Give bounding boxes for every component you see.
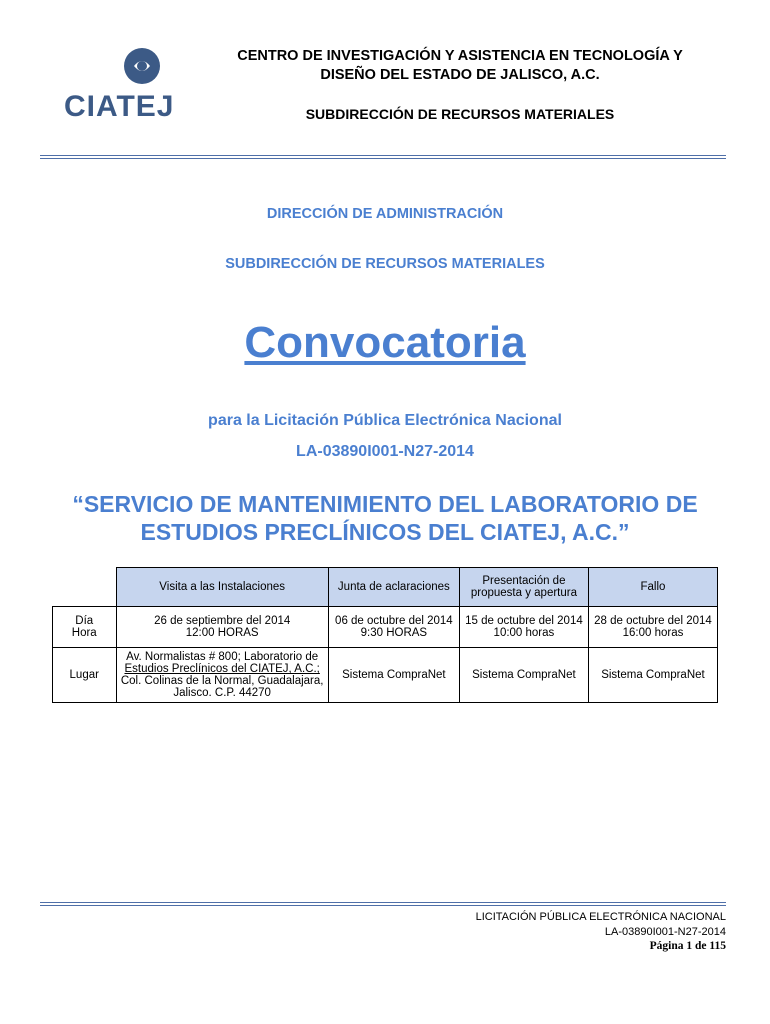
column-header: Visita a las Instalaciones — [116, 568, 328, 607]
opening-time: 10:00 horas — [493, 627, 555, 639]
visit-place-line: Av. Normalistas # 800; Laboratorio de — [126, 651, 319, 663]
schedule-corner — [53, 568, 117, 607]
ciatej-logo-icon — [60, 40, 176, 124]
direction-heading: DIRECCIÓN DE ADMINISTRACIÓN — [266, 206, 504, 222]
footer-tender-code: LA-03890I001-N27-2014 — [604, 926, 726, 938]
clarification-time: 9:30 HORAS — [360, 627, 428, 639]
page-total: 115 — [709, 940, 726, 952]
header-department: SUBDIRECCIÓN DE RECURSOS MATERIALES — [305, 106, 615, 122]
row-label-date-time — [53, 607, 117, 648]
subdirection-heading: SUBDIRECCIÓN DE RECURSOS MATERIALES — [225, 256, 545, 272]
opening-datetime — [459, 607, 588, 648]
page-label: Página — [649, 940, 684, 952]
verdict-datetime — [588, 607, 717, 648]
column-header: Presentación de propuesta y apertura — [459, 568, 588, 607]
visit-place — [116, 648, 328, 703]
visit-place-line: Estudios Preclínicos del CIATEJ, A.C.; — [124, 663, 320, 675]
schedule-header-row — [53, 568, 718, 607]
row-label-place: Lugar — [53, 648, 117, 703]
visit-time: 12:00 HORAS — [185, 627, 259, 639]
document-title: Convocatoria — [244, 318, 526, 367]
institution-line-2: DISEÑO DEL ESTADO DE JALISCO, A.C. — [320, 67, 600, 83]
footer-tender-type: LICITACIÓN PÚBLICA ELECTRÓNICA NACIONAL — [475, 911, 726, 923]
page-of: de — [695, 940, 707, 952]
opening-place: Sistema CompraNet — [459, 648, 588, 703]
verdict-place: Sistema CompraNet — [588, 648, 717, 703]
table-row — [53, 648, 718, 703]
visit-place-line: Jalisco. C.P. 44270 — [173, 687, 271, 699]
service-title-line-2: ESTUDIOS PRECLÍNICOS DEL CIATEJ, A.C.” — [140, 519, 630, 545]
header-divider — [40, 155, 726, 160]
column-header: Fallo — [588, 568, 717, 607]
svg-text:CIATEJ: CIATEJ — [64, 90, 175, 123]
service-title — [0, 490, 770, 546]
clarification-place: Sistema CompraNet — [328, 648, 459, 703]
column-header: Junta de aclaraciones — [328, 568, 459, 607]
page-number — [650, 940, 726, 952]
schedule-table — [52, 567, 718, 703]
clarification-datetime — [328, 607, 459, 648]
ciatej-logo — [60, 40, 176, 124]
tender-type: para la Licitación Pública Electrónica Nacional — [208, 412, 562, 429]
visit-datetime — [116, 607, 328, 648]
footer-divider — [40, 902, 726, 907]
table-row — [53, 607, 718, 648]
row-label-day: Día — [75, 615, 94, 627]
row-label-hour: Hora — [71, 627, 97, 639]
verdict-time: 16:00 horas — [622, 627, 684, 639]
visit-place-line: Col. Colinas de la Normal, Guadalajara, — [120, 675, 324, 687]
opening-date: 15 de octubre del 2014 — [465, 615, 583, 627]
service-title-line-1: “SERVICIO DE MANTENIMIENTO DEL LABORATORIO DE — [72, 491, 698, 517]
page-current: 1 — [686, 940, 693, 952]
institution-line-1: CENTRO DE INVESTIGACIÓN Y ASISTENCIA EN TECNOLOGÍA Y — [237, 48, 683, 64]
clarification-date: 06 de octubre del 2014 — [335, 615, 453, 627]
visit-date: 26 de septiembre del 2014 — [154, 615, 291, 627]
verdict-date: 28 de octubre del 2014 — [594, 615, 712, 627]
tender-code: LA-03890I001-N27-2014 — [296, 443, 474, 460]
